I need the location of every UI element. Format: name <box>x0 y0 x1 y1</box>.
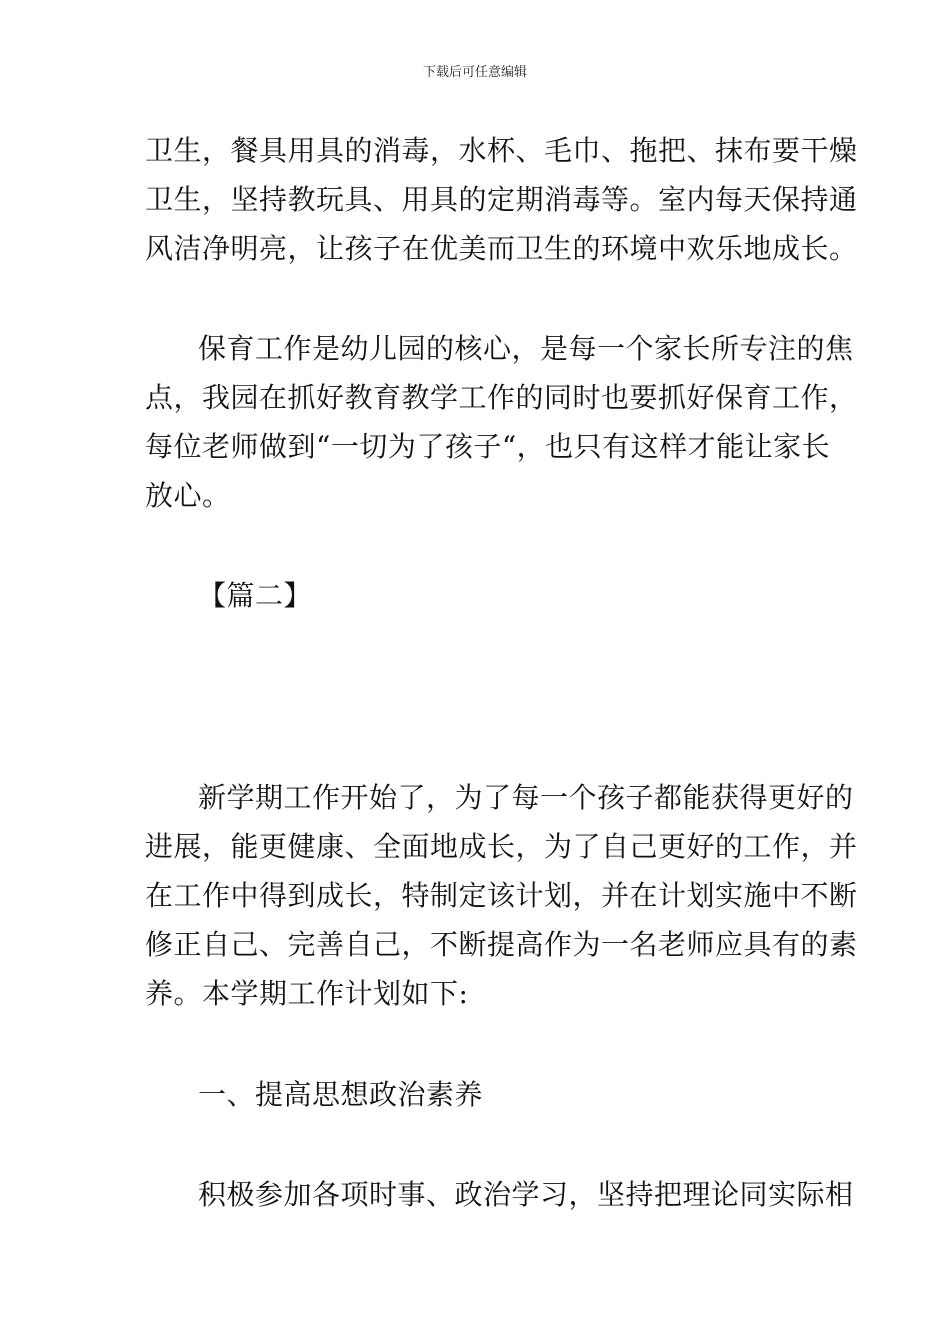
text-line: 每位老师做到“一切为了孩子“，也只有这样才能让家长 <box>145 430 831 463</box>
text-line: 放心。 <box>145 479 231 512</box>
text-line: 修正自己、完善自己，不断提高作为一名老师应具有的素 <box>145 928 858 961</box>
text-line: 卫生，餐具用具的消毒，水杯、毛巾、拖把、抹布要干燥 <box>145 134 858 167</box>
text-line: 卫生，坚持教玩具、用具的定期消毒等。室内每天保持通 <box>145 183 858 216</box>
text-line: 积极参加各项时事、政治学习，坚持把理论同实际相 <box>198 1178 854 1211</box>
text-line: 点，我园在抓好教育教学工作的同时也要抓好保育工作， <box>145 381 858 414</box>
text-line: 新学期工作开始了，为了每一个孩子都能获得更好的 <box>198 781 854 814</box>
section-title: 【篇二】 <box>198 579 313 612</box>
heading-political-quality: 一、提高思想政治素养 <box>198 1078 484 1111</box>
text-line: 保育工作是幼儿园的核心，是每一个家长所专注的焦 <box>198 332 854 365</box>
text-line: 进展，能更健康、全面地成长，为了自己更好的工作，并 <box>145 830 858 863</box>
text-line: 养。本学期工作计划如下: <box>145 977 469 1010</box>
page-header: 下载后可任意编辑 <box>422 65 527 80</box>
text-line: 在工作中得到成长，特制定该计划，并在计划实施中不断 <box>145 879 858 912</box>
text-line: 风洁净明亮，让孩子在优美而卫生的环境中欢乐地成长。 <box>145 232 858 265</box>
